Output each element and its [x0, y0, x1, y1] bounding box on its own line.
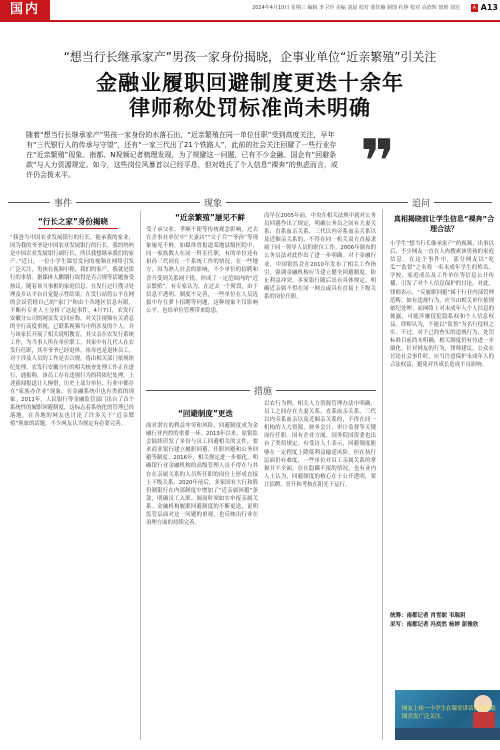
col4-body: 小学生“想当行长继承家产”的视频，出事以后，不少网友一直在人肉搜索该男孩的家庭信息。在这个事件中，部分网友以“吃瓜”“监督”之名将一名未成年学生的姓名、学校、家庭成员及工作单位等信息公开传播，引发了对个人信息保护的讨论。对此，律师表示，“反履职回避”属于行业内部管理范畴，如有违规行为，应当由相关单位依规依纪处理；而网络上对未成年人个人信息的披露，可能涉嫌侵犯隐私权和个人信息权益。律师认为，不能以“监督”为名行侵权之实。不过，对于已经查实的违规行为，处罚标准目前尚未明确，相关制度仍有待进一步细化。针对网友的行为，律师建议，公众在讨论社会事件时，应当注意保护未成年人的合法权益，避免对其成长造成不良影响。: [390, 241, 494, 369]
section-head-phenomenon: 现象: [200, 196, 226, 209]
headline-line-1: 金融业履职回避制度更迭十余年: [96, 71, 404, 95]
col1-subhead-underline: [38, 228, 118, 229]
col2-lower-body: 面对潜在的利益冲突和风险，回避制度成为金融行业内控的重要一环。2013年以来，原银监会陆续印发了多份与员工回避相关的文件，要求商业银行建立履职回避、任职回避和公务回避等制度。2016年，相关规定进一步细化，明确银行业金融机构的高级管理人员不得在与其存在亲属关系的人员所任职的岗位上形成直接上下级关系。2020年前后，多家国有大行和股份制银行在内部制度中增加了“近亲属回避”条款，明确员工入职、调岗时须如实申报亲属关系。金融机构履职回避制度的不断更迭，说明监管层面对这一问题的重视，也反映出行业在治理方面的持续完善。: [146, 423, 258, 527]
col4-subhead: 真相揭晓前让学生信息“裸奔”合理合法？: [393, 215, 495, 233]
col3-upper-body: 而早在2005年前，中央在相关法规中就对公务员回避作出了规定，明确公务员之间有夫妻关系、直系血亲关系、三代以内旁系血亲关系以及近姻亲关系的，不得在同一机关双方直接隶属于同一领导人员的职位工作。2006年颁布的公务员法对此作出了进一步明确。对于金融行业，中国银监会在2010年发布了相关工作指引，强调金融机构应当建立健全回避制度，防止利益冲突。多家银行随后出台具体规定，明确近亲属不得在同一网点或具有直接上下级关系的岗位任职。: [264, 213, 376, 300]
lead-paragraph: 随着“想当行长继承家产”男孩一家身份的水落石出，“近亲繁殖在同一单位任职”受到高度关注，早年有“三代银行人的传承与守望”，还有“一家三代出了21个铁路人”，此前的社会关注回避了一些行业存在“近亲繁殖”现象。南都、N视频记者梳理发现，为了规避这一问题，已有不少金融、国企有“回避条款”与人力资源规定。如今，这些岗位风暴首以已经平息，但对姓氏了个人信息“裸奔”的焦虑而言，或许仍会拨未平。: [26, 131, 338, 179]
col2-upper-body: 受子承父业、孝顺不便等传统观念影响，过去在企事业单位中“夫妻店”“父子兵”“爷孙”等现象屡见不鲜，如媒体曾报道某地县级医院中，同一家族数人在同一科室任职，有的单位还有祖孙三代同在一个系统工作的情况。在一些地方，因为熟人社会的影响，不少单位的招聘和晋升受到关系网干扰，形成了一定范围内的“近亲繁殖”。有专家认为，在过去一个阶段，由于信息不透明、制度不完善，一些单位在人员选拔中存在萝卜招聘等问题，这种现象不仅影响公平，也给单位管理带来隐患。: [146, 227, 258, 314]
page-badge: A: [472, 5, 476, 11]
col2-lower-subhead: “回避制度”更迭: [178, 409, 233, 418]
headline-line-2: 律师称处罚标准尚未明确: [129, 96, 371, 120]
photo-caption: 网友上传一小学生在课堂讲话的视频截图引发广泛关注。: [402, 706, 496, 720]
col3-lower-body: 以农行为例，相关人力资源管理办法中明确，员工之间存在夫妻关系、直系血亲关系、三代以内旁系血亲以及近姻亲关系的，不得在同一机构的人力资源、财务会计、审计监督等关键岗位任职。国有企业方面，国务院国资委也出台了类似规定。有受访人士表示，回避制度能够在一定程度上降低利益输送风险，但在执行层面仍有难度，一些单位对员工亲属关系的掌握并不全面，存在隐瞒不报的情况。也有业内人士认为，回避制度的核心在于公开透明，要让招聘、晋升和考核在阳光下运行。: [264, 401, 376, 488]
col1-subhead: “行长之家”身份揭晓: [38, 217, 108, 226]
credit-coordination: 统筹：南都记者 肖雪妮 韦瑞玥: [390, 613, 466, 619]
section-head-event: 事件: [50, 196, 76, 209]
section-head-measure: 措施: [250, 384, 276, 397]
header-rule: [0, 20, 500, 22]
kicker-title: “想当行长继承家产”男孩一家身份揭晓，企事业单位“近亲繁殖”引关注: [63, 50, 437, 64]
col2-subhead: “近亲繁殖”屡见不鲜: [175, 213, 245, 222]
quote-mark-graphic: ❞: [360, 127, 392, 197]
credit-reporting: 采写：南都记者 冯奕然 杨婷 彭雅欣: [390, 622, 479, 628]
col1-body: “我爸当中国农业发展银行的行长，能承我的家业，因为我的爷爷是中国农业发展银行的行长。我的妈妈是中国农业发展银行副行长，所以我想继承我们的家产。”近日，一位小学生课堂发问的视频在网络引发广泛关注，男孩在视频中称，我们的家产，我就是银行的事情。据媒体人鹏钢行取得是否合规等话题备受热议。随着该当事相的家庭信息，在发行过行搜寻处理及乡认平台自觉提示性结果。在发行站将公平在网的会议管辖自己的“家门”和由于各地区信息有限，不断有专业人士分析了这起事件。4月7日，农发行安徽分公司的网页发文回应称，对关注视频有关消息的全行高度重视，已联系视频当中所涉及的个人，并与该家长开展了相关说明教育。其父亲在农发行系统工作，为当事人所在单位职工，其家中有几代人在农发行任职，其中爷爷已经退休，祖母也是退休员工。对于涉及人员的工作是否合规，将由相关部门依规依纪处理。农发行安徽分行的相关核查处理工作正在进行，通报称，该员工存在违规行为的将依纪处理。上述新闻报道让人惋惜，历史上部分单位、行业中都存在“家族办企业”现象，在金融系统中也有类似的现象。2011年，人民银行等金融监管部门出台了首个系统性的履职回避制度，这标志着系统化的管理已经落地。在各地的网友也讨论了许多关于“近亲繁殖”现象的话题，不少网友认为规定有必要完善。: [10, 235, 134, 428]
section-head-trace: 追问: [408, 196, 434, 209]
column-rule: [140, 210, 141, 740]
page-number: A13: [480, 3, 498, 12]
section-tag: 国内: [0, 0, 50, 20]
column-rule-right: [382, 210, 383, 740]
date-line: 2024年4月10日 星期三 编辑 李卫玲 美编 刘晨 校对 黄钰楠 制图 杜铮 校对 高欣辉 值班 刘达: [252, 5, 460, 11]
